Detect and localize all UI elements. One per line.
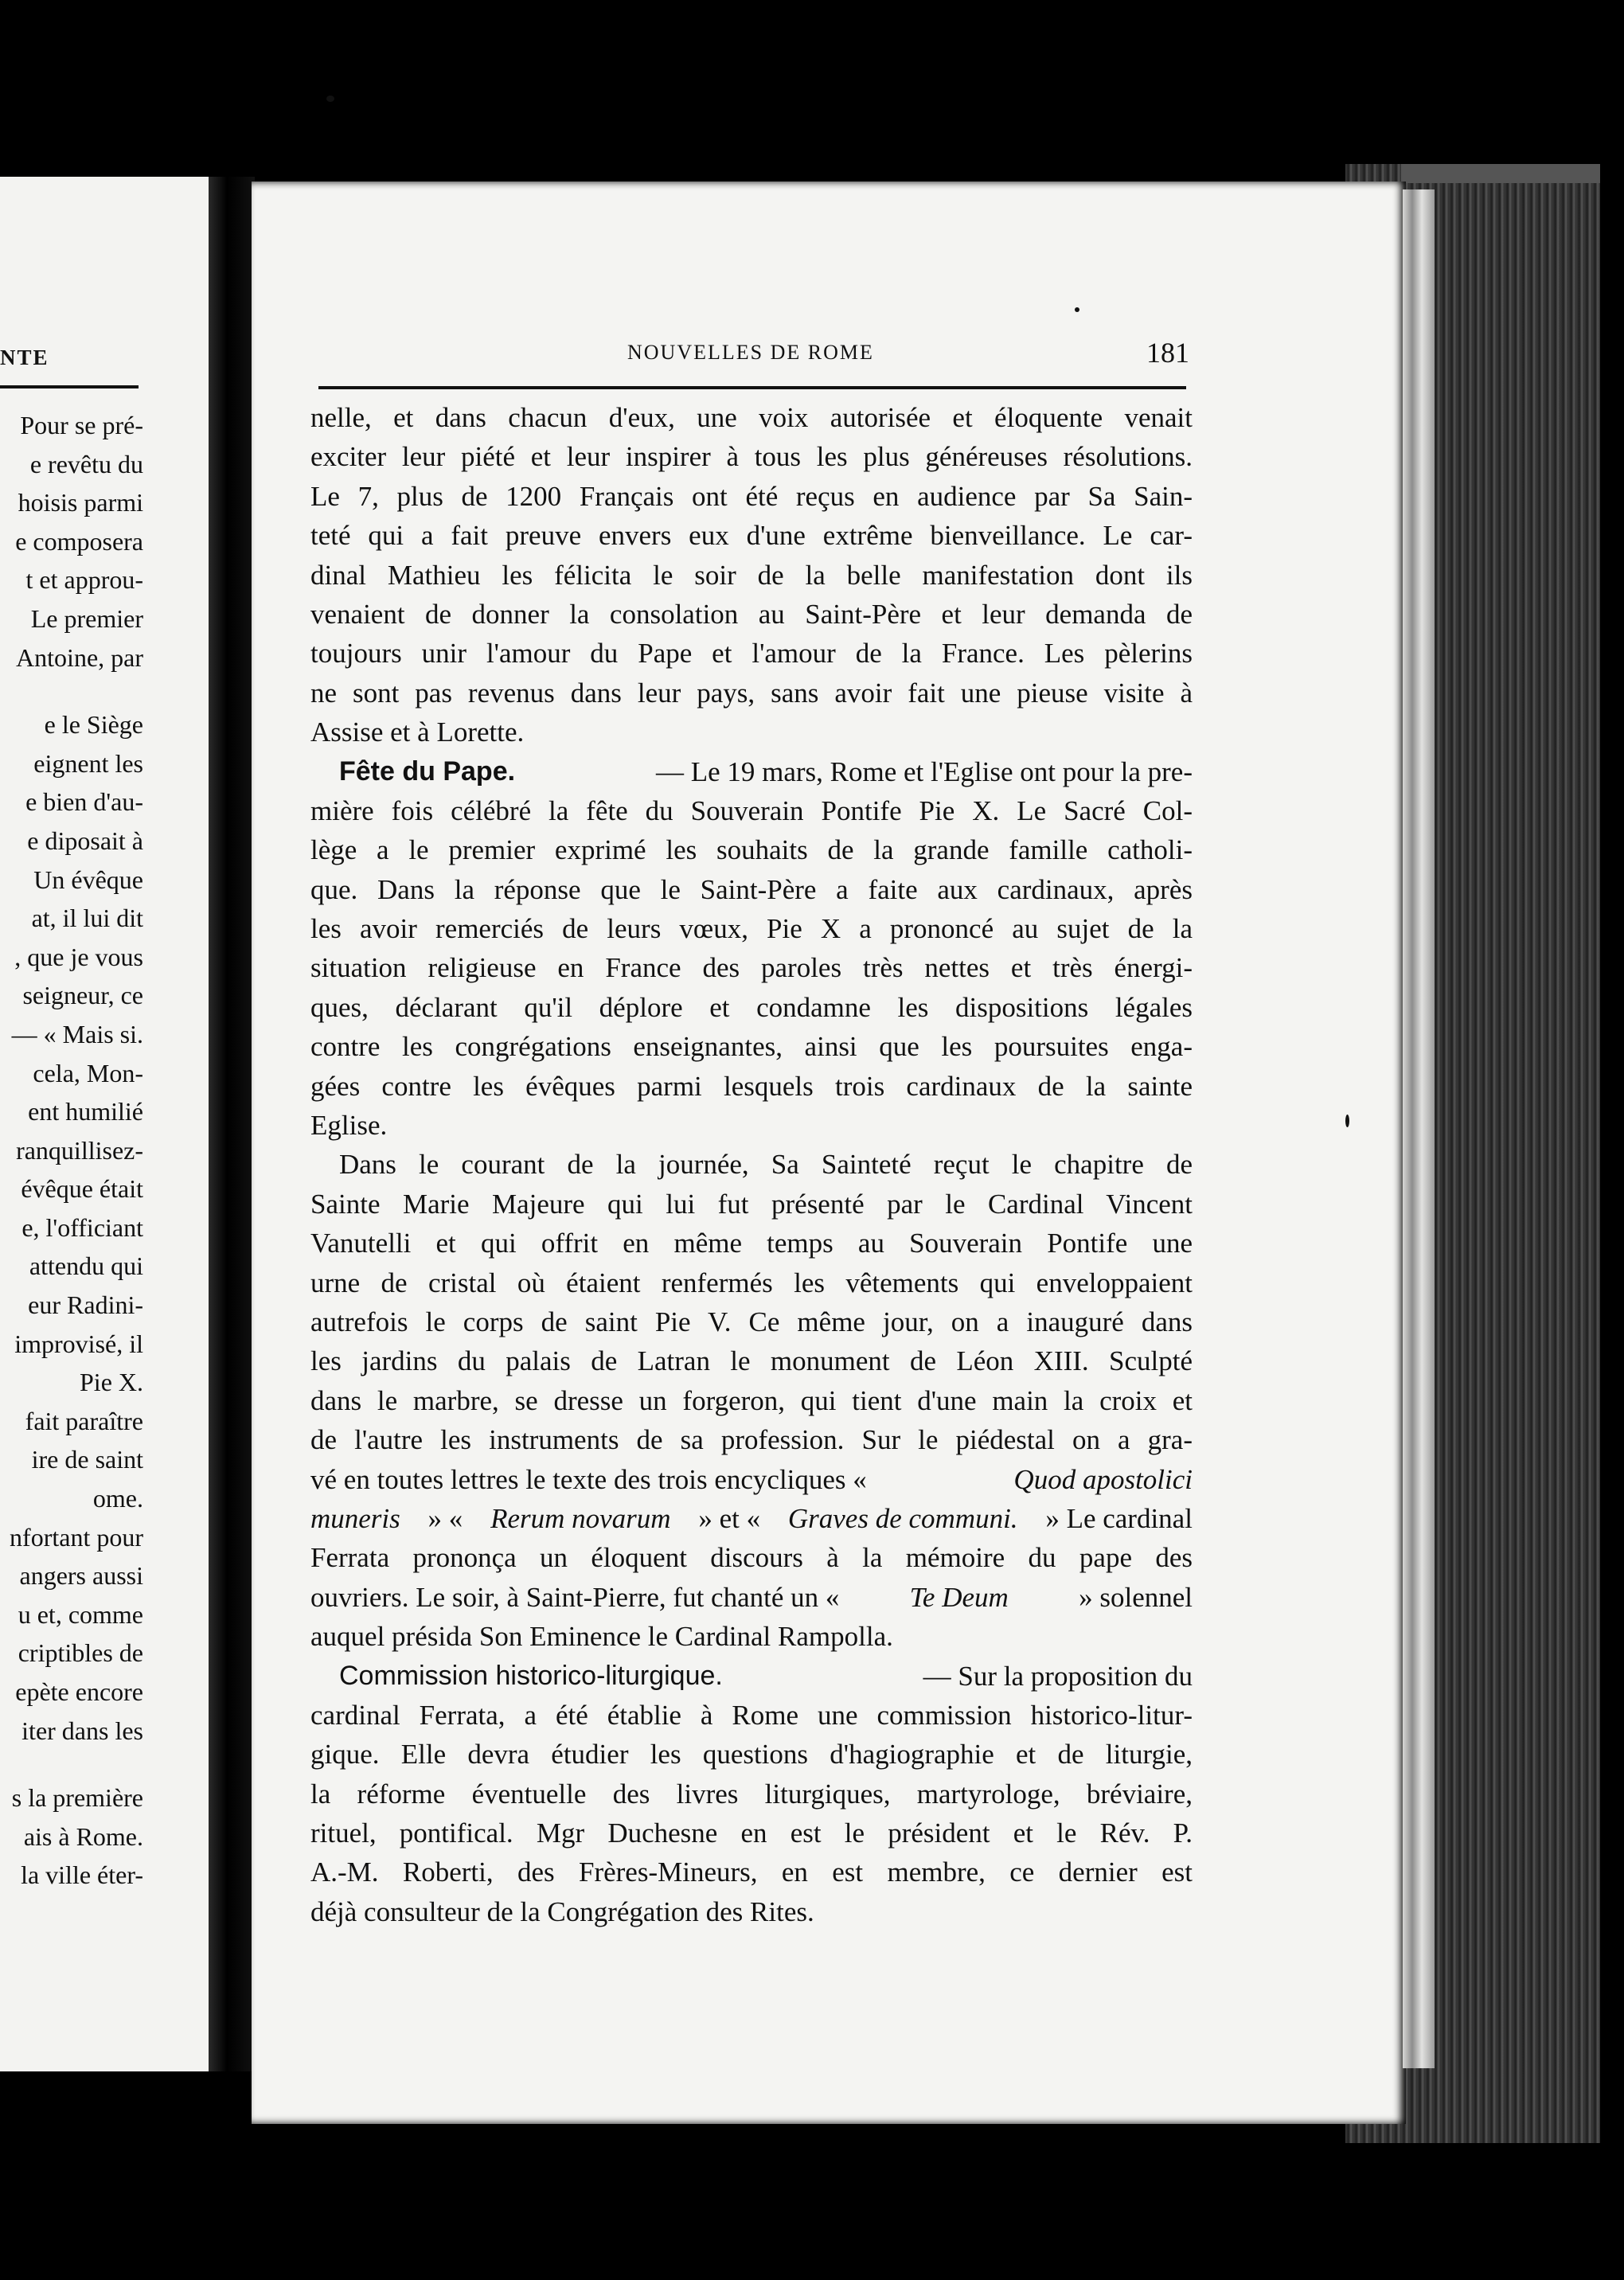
left-page-line: at, il lui dit [31, 904, 143, 933]
line-text: auquel présida Son Eminence le Cardinal Rampolla. [310, 1621, 893, 1653]
running-head: NOUVELLES DE ROME [627, 341, 874, 364]
line-text: cardinal Ferrata, a été établie à Rome une commission historico-litur- [310, 1699, 1193, 1731]
text-line [310, 1578, 1193, 1617]
left-page-line: Pour se pré- [20, 411, 143, 439]
left-page-line: la ville éter- [21, 1860, 143, 1890]
book-gutter [209, 177, 255, 2071]
text-line [310, 595, 1193, 634]
encyclical-title: Graves de communi. [787, 1502, 1018, 1534]
line-text: » solennel [1079, 1581, 1193, 1613]
line-text: les jardins du palais de Latran le monument de Léon XIII. Sculpté [310, 1345, 1193, 1377]
left-page-line: cela, Mon- [33, 1058, 143, 1087]
line-text: Assise et à Lorette. [310, 716, 525, 748]
left-page-line: — « Mais si. [11, 1019, 143, 1048]
line-text: A.-M. Roberti, des Frères-Mineurs, en est membre, ce dernier est [310, 1856, 1193, 1888]
text-line [310, 477, 1193, 516]
text-line [310, 1657, 1193, 1696]
left-page-line: Antoine, par [16, 642, 143, 672]
line-text: » Le cardinal [1045, 1502, 1193, 1534]
line-text: gées contre les évêques parmi lesquels trois cardinaux de la sainte [310, 1070, 1193, 1102]
text-line [310, 1067, 1193, 1106]
left-page-line: ent humilié [28, 1097, 143, 1126]
scan-speck [326, 96, 334, 102]
encyclical-title: muneris [310, 1502, 400, 1534]
left-page-line: eur Radini- [28, 1290, 143, 1320]
text-line [310, 437, 1193, 476]
text-line [310, 870, 1193, 909]
line-text: la réforme éventuelle des livres liturgiques, martyrologe, bréviaire, [310, 1778, 1193, 1810]
scan-speck [1075, 307, 1079, 312]
line-text: vé en toutes lettres le texte des trois encycliques « [310, 1463, 867, 1495]
line-text: Le 7, plus de 1200 Français ont été reçus en audience par Sa Sain- [310, 480, 1193, 512]
left-page-text [0, 406, 143, 1895]
text-line [310, 556, 1193, 595]
text-line [310, 1499, 1193, 1538]
text-line [310, 1302, 1193, 1341]
line-text: gique. Elle devra étudier les questions d'hagiographie et de liturgie, [310, 1739, 1193, 1771]
section-commission [310, 1657, 1193, 1932]
line-text: ne sont pas revenus dans leur pays, sans avoir fait une pieuse visite à [310, 677, 1193, 709]
text-line [310, 712, 1193, 752]
left-header-rule [0, 385, 139, 388]
line-text: dans le marbre, se dresse un forgeron, qui tient d'une main la croix et [310, 1384, 1193, 1416]
line-text: de l'autre les instruments de sa profession. Sur le piédestal on a gra- [310, 1424, 1193, 1456]
left-page-line: nfortant pour [10, 1522, 143, 1552]
left-page-line: e revêtu du [29, 449, 143, 478]
line-text: situation religieuse en France des paroles très nettes et très énergi- [310, 952, 1193, 984]
text-line [310, 1145, 1193, 1184]
text-line [310, 1696, 1193, 1735]
left-page-line: évêque était [21, 1174, 143, 1204]
line-text: contre les congrégations enseignantes, ainsi que les poursuites enga- [310, 1031, 1193, 1063]
left-page-line: fait paraître [25, 1406, 143, 1435]
left-page-line [0, 1750, 143, 1778]
page-body [310, 398, 1193, 1931]
left-page-line: seigneur, ce [22, 981, 143, 1010]
line-text: » et « [698, 1502, 761, 1534]
line-text: Vanutelli et qui offrit en même temps au Souverain Pontife une [310, 1228, 1193, 1259]
left-page-line: attendu qui [29, 1251, 143, 1281]
line-text: toujours unir l'amour du Pape et l'amour de la France. Les pèlerins [310, 638, 1193, 670]
text-line [310, 1185, 1193, 1224]
left-page-line: improvisé, il [14, 1329, 143, 1358]
text-line [310, 516, 1193, 555]
line-text: nelle, et dans chacun d'eux, une voix autorisée et éloquente venait [310, 402, 1193, 433]
text-line [310, 673, 1193, 712]
text-line [310, 1224, 1193, 1263]
left-page-line: t et approu- [25, 565, 143, 595]
text-line [310, 1263, 1193, 1302]
text-line [310, 752, 1193, 791]
line-text: lège a le premier exprimé les souhaits de la grande famille catholi- [310, 834, 1193, 866]
left-page-line: ome. [92, 1484, 143, 1513]
left-page-line: eignent les [33, 748, 143, 778]
text-line [310, 1852, 1193, 1892]
left-page-line: iter dans les [21, 1716, 143, 1745]
text-line [310, 634, 1193, 673]
text-line [310, 1381, 1193, 1420]
left-page-line: e diposait à [27, 826, 143, 855]
line-text: rituel, pontifical. Mgr Duchesne en est le président et le Rév. P. [310, 1817, 1193, 1849]
left-page-line: e le Siège [44, 710, 143, 740]
left-page-line: Pie X. [80, 1368, 143, 1397]
line-text: — Sur la proposition du [923, 1660, 1193, 1692]
text-line [310, 1027, 1193, 1066]
encyclical-title: Quod apostolici [1013, 1463, 1193, 1495]
text-line [310, 988, 1193, 1027]
left-page-line [0, 677, 143, 705]
left-page-line: Le premier [30, 603, 143, 633]
line-text: — Le 19 mars, Rome et l'Eglise ont pour la pre- [655, 755, 1193, 787]
header-rule [318, 386, 1186, 389]
line-text: Dans le courant de la journée, Sa Sainteté reçut le chapitre de [339, 1149, 1193, 1181]
line-text: urne de cristal où étaient renfermés les vêtements qui enveloppaient [310, 1267, 1193, 1298]
line-text: Sainte Marie Majeure qui lui fut présenté par le Cardinal Vincent [310, 1188, 1193, 1220]
hymn-title: Te Deum [909, 1581, 1009, 1613]
scan-speck [1345, 1115, 1349, 1127]
line-text: dinal Mathieu les félicita le soir de la belle manifestation dont ils [310, 559, 1193, 591]
text-line [310, 791, 1193, 830]
text-line [310, 1420, 1193, 1459]
text-line [310, 1341, 1193, 1380]
left-page [0, 177, 224, 2071]
text-line [310, 1735, 1193, 1774]
text-line [310, 1892, 1193, 1931]
left-page-line: , que je vous [14, 942, 143, 971]
text-line [310, 948, 1193, 987]
line-text: exciter leur piété et leur inspirer à tous les plus généreuses résolutions. [310, 441, 1193, 473]
line-text: les avoir remerciés de leurs vœux, Pie X a prononcé au sujet de la [310, 913, 1193, 945]
left-page-line: ire de saint [31, 1445, 143, 1474]
left-page-line: u et, comme [18, 1599, 143, 1629]
section-heading: Fête du Pape. [339, 755, 516, 787]
line-text: Eglise. [310, 1110, 388, 1142]
section-heading: Commission historico-liturgique. [339, 1660, 723, 1691]
left-page-line: Un évêque [33, 865, 143, 894]
page-number: 181 [1146, 337, 1189, 369]
paragraph-3 [310, 1145, 1193, 1656]
line-text: venaient de donner la consolation au Saint-Père et leur demanda de [310, 598, 1193, 630]
text-line [310, 909, 1193, 948]
left-page-line: epète encore [15, 1677, 143, 1706]
line-text: mière fois célébré la fête du Souverain Pontife Pie X. Le Sacré Col- [310, 794, 1193, 826]
book-page-edges-top [1401, 164, 1600, 183]
paragraph-1 [310, 398, 1193, 752]
section-fete-du-pape [310, 752, 1193, 1146]
text-line [310, 1774, 1193, 1813]
line-text: Ferrata prononça un éloquent discours à la mémoire du pape des [310, 1542, 1193, 1574]
left-page-line: ais à Rome. [23, 1821, 143, 1851]
left-page-line: s la première [11, 1783, 143, 1813]
left-page-line: e bien d'au- [25, 787, 143, 817]
left-running-head: NTE [0, 346, 49, 369]
text-line [310, 830, 1193, 869]
right-page-fore-edge [1403, 189, 1435, 2068]
line-text: déjà consulteur de la Congrégation des Rites. [310, 1895, 814, 1927]
left-page-line: e composera [15, 526, 143, 556]
left-page-line: angers aussi [19, 1561, 143, 1591]
encyclical-title: Rerum novarum [490, 1502, 671, 1534]
left-page-line: criptibles de [18, 1638, 143, 1668]
text-line [310, 398, 1193, 437]
line-text: autrefois le corps de saint Pie V. Ce même jour, on a inauguré dans [310, 1306, 1193, 1337]
left-page-line: e, l'officiant [21, 1212, 143, 1242]
line-text: teté qui a fait preuve envers eux d'une extrême bienveillance. Le car- [310, 520, 1193, 552]
line-text: que. Dans la réponse que le Saint-Père a faite aux cardinaux, après [310, 873, 1193, 905]
text-line [310, 1538, 1193, 1577]
text-line [310, 1106, 1193, 1145]
text-line [310, 1617, 1193, 1656]
text-line [310, 1460, 1193, 1499]
line-text: » « [427, 1502, 463, 1534]
line-text: ques, déclarant qu'il déplore et condamne les dispositions légales [310, 991, 1193, 1023]
line-text: ouvriers. Le soir, à Saint-Pierre, fut chanté un « [310, 1581, 840, 1613]
text-line [310, 1813, 1193, 1852]
left-page-line: ranquillisez- [16, 1135, 143, 1165]
left-page-line: hoisis parmi [18, 488, 143, 517]
